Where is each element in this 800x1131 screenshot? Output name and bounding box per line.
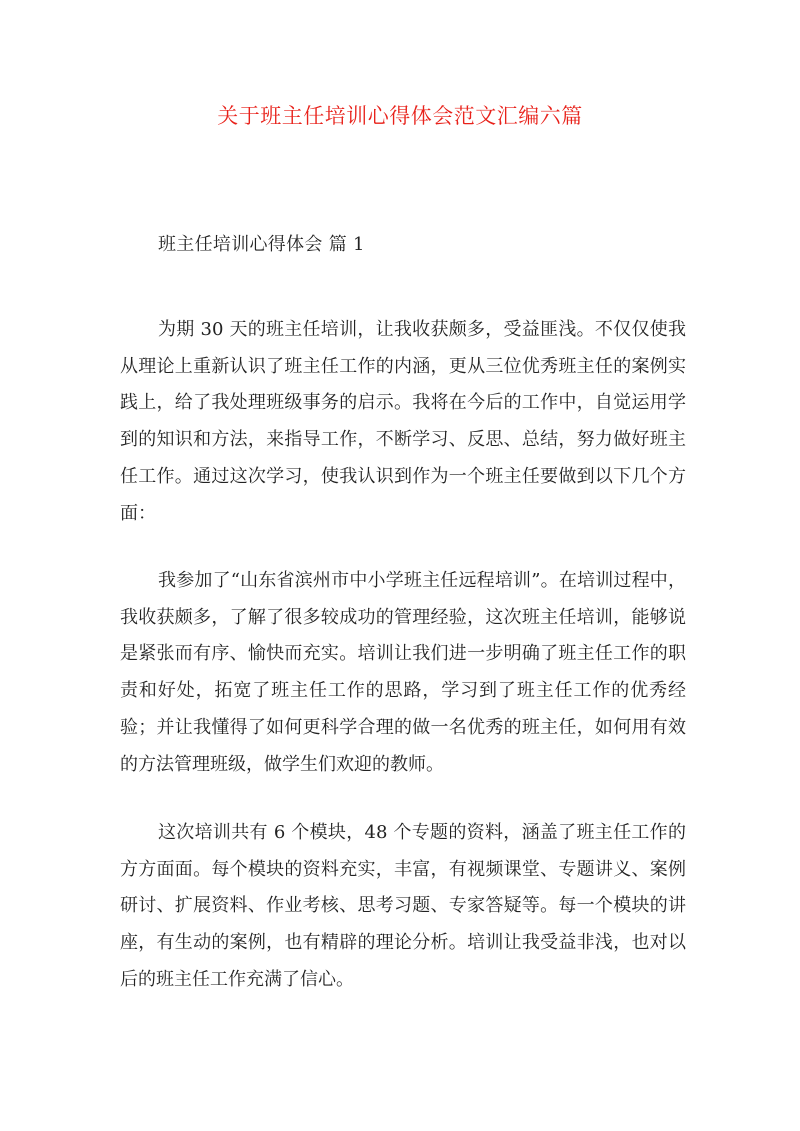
section-heading: 班主任培训心得体会 篇 1 <box>158 234 365 255</box>
body-paragraph-3: 这次培训共有 6 个模块，48 个专题的资料，涵盖了班主任工作的方方面面。每个模块的资料充实，丰富，有视频课堂、专题讲义、案例研讨、扩展资料、作业考核、思考习题、专家答疑等。每一个模块的讲座，有生动的案例，也有精辟的理论分析。培训让我受益非浅，也对以后的班主任工作充满了信心。 <box>120 822 686 990</box>
body-paragraph-1: 为期 30 天的班主任培训，让我收获颇多，受益匪浅。不仅仅使我从理论上重新认识了班主任工作的内涵，更从三位优秀班主任的案例实践上，给了我处理班级事务的启示。我将在今后的工作中，自觉运用学到的知识和方法，来指导工作，不断学习、反思、总结，努力做好班主任工作。通过这次学习，使我认识到作为一个班主任要做到以下几个方面： <box>120 319 686 524</box>
document-title: 关于班主任培训心得体会范文汇编六篇 <box>217 104 583 128</box>
body-paragraph-2: 我参加了“山东省滨州市中小学班主任远程培训”。在培训过程中，我收获颇多，了解了很多较成功的管理经验，这次班主任培训，能够说是紧张而有序、愉快而充实。培训让我们进一步明确了班主任工作的职责和好处，拓宽了班主任工作的思路，学习到了班主任工作的优秀经验；并让我懂得了如何更科学合理的做一名优秀的班主任，如何用有效的方法管理班级，做学生们欢迎的教师。 <box>120 570 686 775</box>
